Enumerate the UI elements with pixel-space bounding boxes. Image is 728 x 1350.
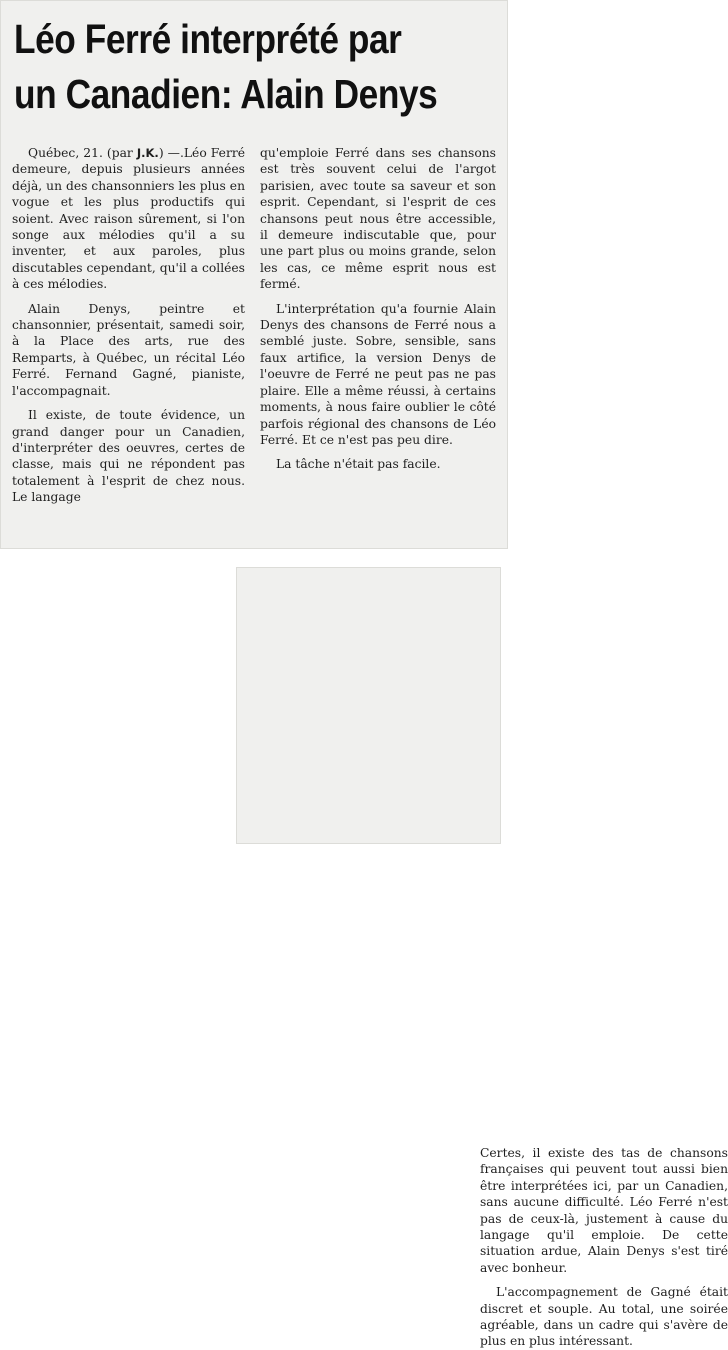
article-column-left — [12, 145, 245, 506]
paragraph-text: Léo Ferré demeure, depuis plusieurs années déjà, un des chansonniers les plus en vogue et les plus productifs qui soient. Avec raison sûrement, si l'on songe aux mélodies qu'il a su inventer, et aux paroles, plus discutables cependant, qu'il a collées à ces mélodies. — [12, 146, 245, 292]
paragraph: qu'emploie Ferré dans ses chansons est très souvent celui de l'argot parisien, avec toute sa saveur et son esprit. Cependant, si l'esprit de ces chansons peut nous être accessible, il demeure indiscutable que, pour une part plus ou moins grande, selon les cas, ce même esprit nous est fermé. — [260, 146, 496, 292]
paragraph: L'accompagnement de Gagné était discret et souple. Au total, une soirée agréable, dans un cadre qui s'avère de plus en plus intéressant. — [480, 1285, 728, 1349]
paragraph: Il existe, de toute évidence, un grand danger pour un Canadien, d'interpréter des oeuvres, certes de classe, mais qui ne répondent pas totalement à l'esprit de chez nous. Le langage — [12, 408, 245, 505]
headline-line-2: un Canadien: Alain Denys — [14, 71, 438, 117]
byline: J.K. — [136, 146, 159, 160]
paragraph: L'interprétation qu'a fournie Alain Denys des chansons de Ferré nous a semblé juste. Sobre, sensible, sans faux artifice, la version Denys de l'oeuvre de Ferré ne peut pas ne pas plaire. Elle a même réussi, à certains moments, à nous faire oublier le côté parfois régional des chansons de Léo Ferré. Et ce n'est pas peu dire. — [260, 301, 496, 447]
headline — [14, 12, 438, 122]
headline-line-1: Léo Ferré interprété par — [14, 16, 402, 62]
paragraph: Certes, il existe des tas de chansons françaises qui peuvent tout aussi bien être interprétées ici, par un Canadien, sans aucune difficulté. Léo Ferré n'est pas de ceux-là, justement à cause du langage qu'il emploie. De cette situation ardue, Alain Denys s'est tiré avec bonheur. — [480, 1146, 728, 1275]
paragraph — [12, 145, 245, 293]
paragraph: Alain Denys, peintre et chansonnier, présentait, samedi soir, à la Place des arts, rue des Remparts, à Québec, un récital Léo Ferré. Fernand Gagné, pianiste, l'accompagnait. — [12, 301, 245, 398]
dateline-suffix: ) —. — [158, 146, 184, 160]
article-clipping — [0, 0, 508, 549]
article-column-continuation — [480, 1145, 728, 1350]
paragraph: La tâche n'était pas facile. — [276, 457, 441, 472]
article-column-right — [260, 145, 496, 473]
dateline-prefix: Québec, 21. (par — [28, 146, 137, 160]
article-continuation-clipping — [236, 567, 728, 1349]
